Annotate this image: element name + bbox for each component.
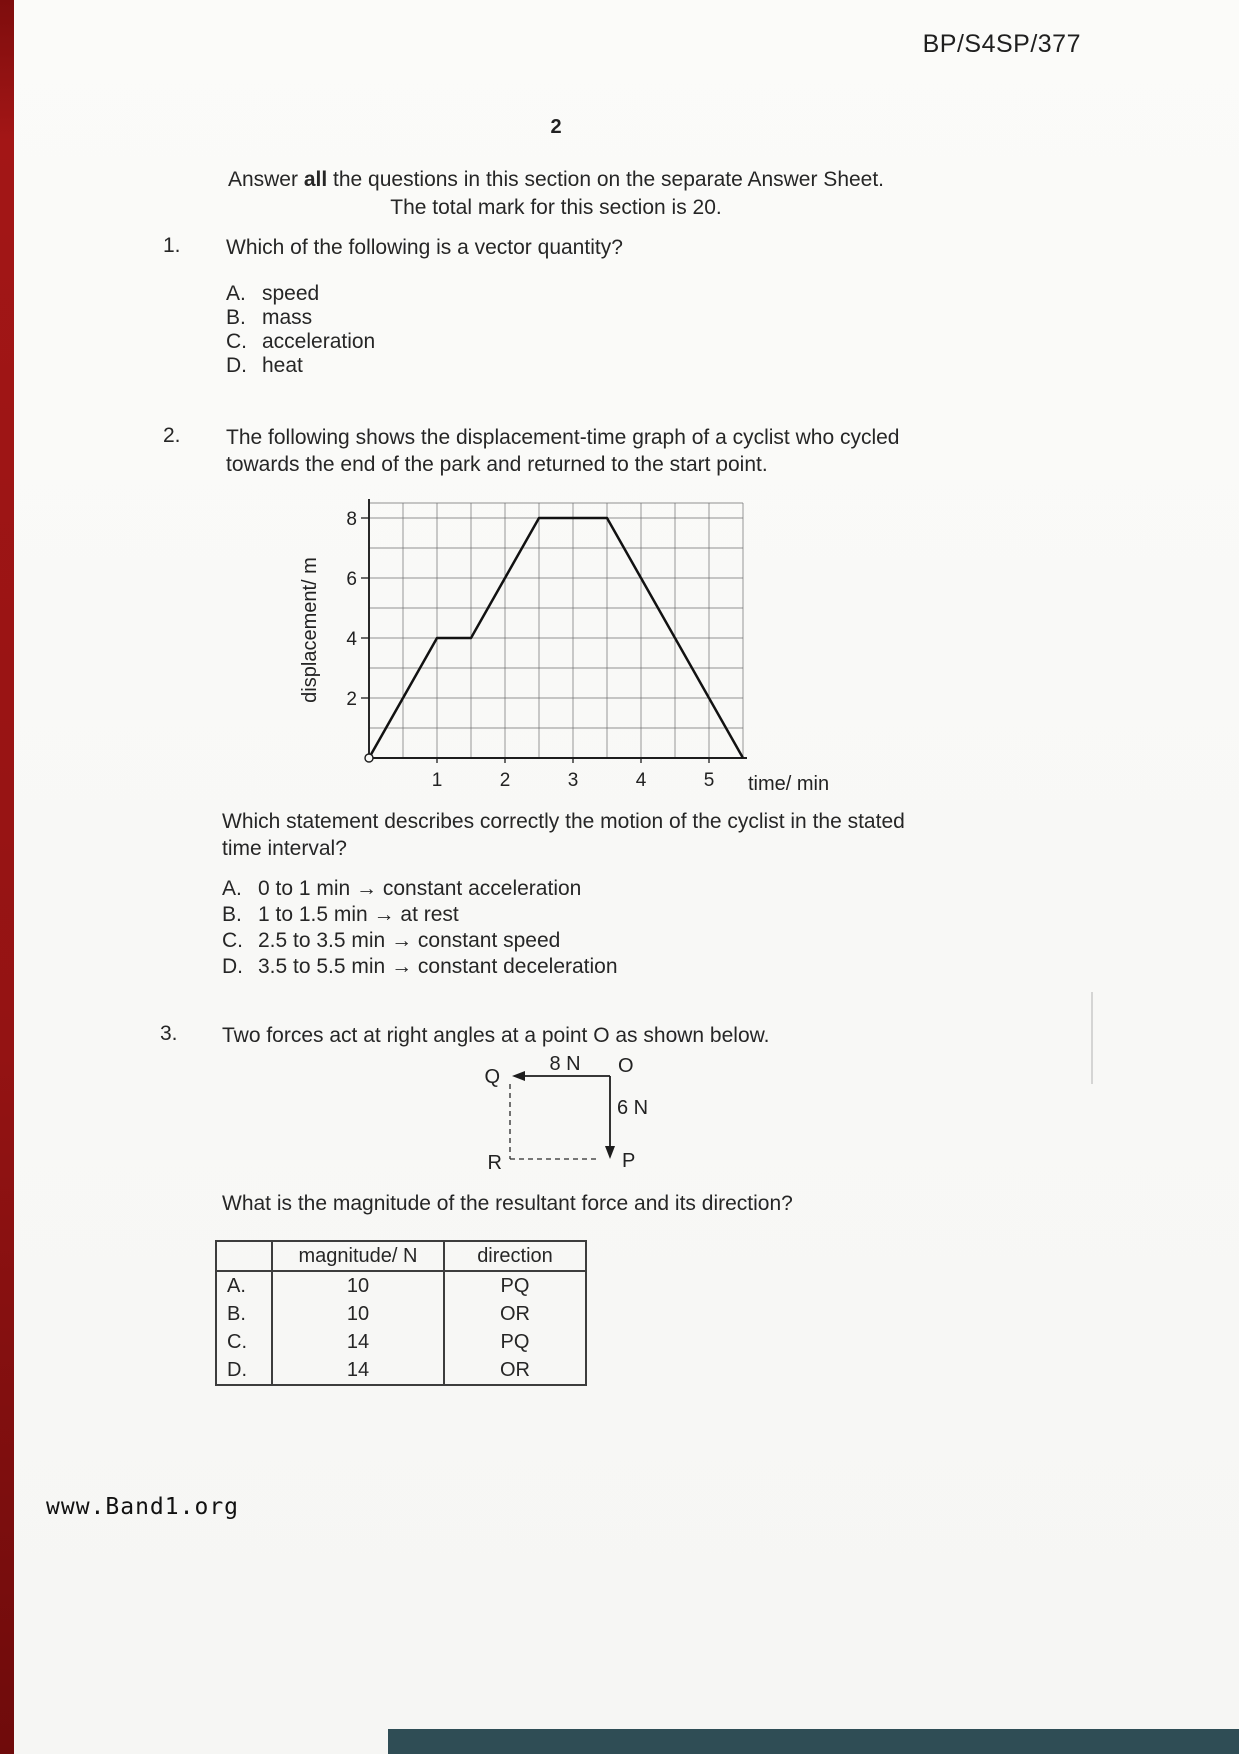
option-label: C. [226, 330, 247, 353]
row-label: C. [227, 1330, 247, 1353]
svg-text:1: 1 [431, 770, 443, 791]
q1-option-a [226, 282, 375, 306]
q2-option-d [222, 954, 618, 980]
option-label: C. [222, 929, 243, 952]
row-direction: OR [444, 1300, 586, 1328]
svg-text:4: 4 [635, 770, 647, 791]
row-magnitude: 10 [272, 1300, 444, 1328]
row-direction: PQ [444, 1271, 586, 1300]
table-header-magnitude: magnitude/ N [272, 1241, 444, 1271]
q2-text-line-2: towards the end of the park and returned to the start point. [226, 453, 768, 476]
option-text: speed [262, 282, 320, 305]
q2-option-c [222, 928, 618, 954]
table-header-direction: direction [444, 1241, 586, 1271]
option-text: heat [262, 354, 303, 377]
option-label: D. [222, 955, 243, 978]
question-1-number: 1. [163, 234, 181, 257]
left-edge-stripe [0, 0, 14, 1754]
question-1-text: Which of the following is a vector quantity? [226, 236, 623, 259]
question-3-question: What is the magnitude of the resultant force and its direction? [222, 1192, 793, 1215]
option-label: D. [226, 354, 247, 377]
question-2-question [222, 808, 905, 862]
svg-text:2: 2 [346, 689, 357, 710]
table-row [216, 1328, 586, 1356]
q2-question-line-1: Which statement describes correctly the motion of the cyclist in the stated [222, 810, 905, 833]
page-number: 2 [550, 116, 562, 138]
svg-text:2: 2 [499, 770, 511, 791]
option-text: mass [262, 306, 313, 329]
point-o-label: O [618, 1055, 634, 1077]
svg-text:3: 3 [567, 770, 579, 791]
option-label: A. [226, 282, 246, 305]
row-label: B. [227, 1302, 246, 1325]
force-diagram [470, 1046, 700, 1181]
scan-artifact [1091, 992, 1093, 1084]
graph-x-axis-label: time/ min [748, 773, 830, 795]
q1-option-d [226, 354, 375, 378]
row-magnitude: 14 [272, 1356, 444, 1385]
row-label: D. [227, 1358, 247, 1381]
svg-text:6: 6 [346, 569, 357, 590]
point-p-label: P [622, 1150, 636, 1172]
section-instructions [151, 166, 961, 222]
question-3-number: 3. [160, 1022, 178, 1045]
option-label: B. [226, 306, 246, 329]
row-magnitude: 14 [272, 1328, 444, 1356]
option-label: B. [222, 903, 242, 926]
question-3-text: Two forces act at right angles at a point O as shown below. [222, 1024, 770, 1047]
arrowhead-left-icon [512, 1071, 525, 1081]
point-r-label: R [487, 1152, 502, 1174]
table-row [216, 1300, 586, 1328]
option-label: A. [222, 877, 242, 900]
row-label: A. [227, 1274, 246, 1297]
graph-y-axis-label: displacement/ m [299, 557, 321, 703]
displacement-time-graph [296, 488, 836, 820]
paper-code: BP/S4SP/377 [922, 30, 1081, 58]
option-text: 0 to 1 min → constant acceleration [258, 877, 582, 900]
source-watermark: www.Band1.org [46, 1494, 240, 1520]
q1-option-b [226, 306, 375, 330]
q2-text-line-1: The following shows the displacement-time graph of a cyclist who cycled [226, 426, 900, 449]
row-direction: OR [444, 1356, 586, 1385]
instructions-line-2: The total mark for this section is 20. [390, 196, 722, 219]
svg-text:4: 4 [346, 629, 357, 650]
option-text: 1 to 1.5 min → at rest [258, 903, 459, 926]
row-direction: PQ [444, 1328, 586, 1356]
option-text: 2.5 to 3.5 min → constant speed [258, 929, 561, 952]
table-header-empty [216, 1241, 272, 1271]
svg-text:8: 8 [346, 509, 357, 530]
q2-question-line-2: time interval? [222, 837, 347, 860]
row-magnitude: 10 [272, 1271, 444, 1300]
question-1-options [226, 282, 375, 378]
question-2-number: 2. [163, 424, 181, 447]
force-8n-label: 8 N [549, 1053, 581, 1075]
option-text: acceleration [262, 330, 376, 353]
force-6n-label: 6 N [617, 1097, 649, 1119]
q2-option-a [222, 876, 618, 902]
option-text: 3.5 to 5.5 min → constant deceleration [258, 955, 618, 978]
q1-option-c [226, 330, 375, 354]
point-q-label: Q [484, 1066, 500, 1088]
answer-table [215, 1240, 587, 1386]
table-header-row [216, 1241, 586, 1271]
table-row [216, 1356, 586, 1385]
arrowhead-down-icon [605, 1146, 615, 1159]
instructions-line-1: Answer all the questions in this section on the separate Answer Sheet. [227, 168, 885, 191]
svg-text:5: 5 [703, 770, 715, 791]
question-2-options [222, 876, 618, 980]
bottom-edge-bar [388, 1729, 1239, 1754]
q2-option-b [222, 902, 618, 928]
table-row [216, 1271, 586, 1300]
question-2-text [226, 424, 899, 478]
